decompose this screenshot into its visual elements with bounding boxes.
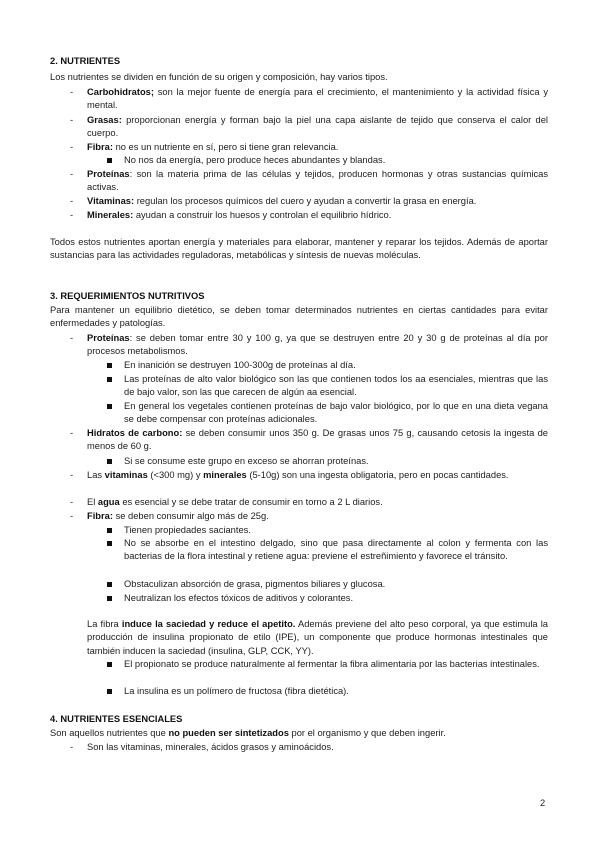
list-item: Fibra: se deben consumir algo más de 25g.: [87, 511, 269, 521]
bullet-square-icon: [107, 541, 112, 546]
section-3-intro: Para mantener un equilibrio dietético, se deben tomar determinados nutrientes en ciertas cantidades para evitar enfermedades y patologías.: [50, 305, 548, 329]
bullet-square-icon: [107, 689, 112, 694]
list-item: El agua es esencial y se debe tratar de consumir en torno a 2 L diarios.: [87, 497, 383, 507]
bullet-square-icon: [107, 662, 112, 667]
section-2-intro: Los nutrientes se dividen en función de su origen y composición, hay varios tipos.: [50, 72, 388, 82]
sub-list-item: Las proteínas de alto valor biológico son las que contienen todos los aa esenciales, mientras que las de bajo valor, son las que carecen de algún aa esencial.: [124, 374, 548, 398]
sub-list-item: Si se consume este grupo en exceso se ahorran proteínas.: [124, 456, 369, 466]
fibra-paragraph: La fibra induce la saciedad y reduce el apetito. Además previene del alto peso corporal, ya que estimula la producción de insulina propionato de etilo (IPE), un componente que produce hormonas intestinales que también inducen la saciedad (insulina, GLP, CCK, YY).: [87, 619, 548, 656]
list-item: Son las vitaminas, minerales, ácidos grasos y aminoácidos.: [87, 742, 334, 752]
section-4-heading: 4. NUTRIENTES ESENCIALES: [50, 714, 183, 724]
bullet-square-icon: [107, 528, 112, 533]
list-item: Proteínas: son la materia prima de las células y tejidos, producen hormonas y otras sustancias químicas activas.: [87, 169, 548, 193]
bullet-square-icon: [107, 596, 112, 601]
page-number: 2: [540, 798, 546, 808]
list-item: Minerales: ayudan a construir los huesos y controlan el equilibrio hídrico.: [87, 210, 392, 220]
section-4-intro: Son aquellos nutrientes que no pueden ser sintetizados por el organismo y que deben ingerir.: [50, 728, 446, 738]
sub-list-item: Obstaculizan absorción de grasa, pigmentos biliares y glucosa.: [124, 579, 386, 589]
sub-list-item: Tienen propiedades saciantes.: [124, 525, 251, 535]
sub-list-item: En inanición se destruyen 100-300g de proteínas al día.: [124, 360, 356, 370]
bullet-square-icon: [107, 363, 112, 368]
sub-list-item: El propionato se produce naturalmente al fermentar la fibra alimentaria por las bacterias intestinales.: [124, 659, 540, 669]
bullet-square-icon: [107, 377, 112, 382]
sub-list-item: No nos da energía, pero produce heces abundantes y blandas.: [124, 155, 386, 165]
sub-list-item: La insulina es un polímero de fructosa (fibra dietética).: [124, 686, 349, 696]
list-item: Proteínas: se deben tomar entre 30 y 100 g, ya que se destruyen entre 20 y 30 g de proteínas al día por procesos metabolismos.: [87, 333, 548, 357]
document-page: 2. NUTRIENTES Los nutrientes se dividen en función de su origen y composición, hay varios tipos. - Carbohidratos; son la mejor fuente de energía para el crecimiento, el mantenimiento y la actividad física y mental. - Grasas: proporcionan energía y forman bajo la piel una capa aislante de tejido que conserva el calor del cuerpo. - Fibra: no es un nutriente en sí, pero si tiene gran relevancia. No nos da energía, pero produce heces abundantes y blandas. - Proteínas: son la materia prima de las células y tejidos, producen hormonas y otras sustancias químicas activas. - Vitaminas: regulan los procesos químicos del cuero y ayudan a convertir la grasa en energía. - Minerales: ayudan a construir los huesos y controlan el equilibrio hídrico. Todos estos nutrientes aportan energía y materiales para elaborar, mantener y reparar los tejidos. Además de aportar sustancias para las actividades reguladoras, metabólicas y síntesis de nuevas moléculas. 3. REQUERIMIENTOS NUTRITIVOS Para mantener un equilibrio dietético, se deben tomar determinados nutrientes en ciertas cantidades para evitar enfermedades y patologías. - Proteínas: se deben tomar entre 30 y 100 g, ya que se destruyen entre 20 y 30 g de proteínas al día por procesos metabolismos. En inanición se destruyen 100-300g de proteínas al día. Las proteínas de alto valor biológico son las que contienen todos los aa esenciales, mientras que las de bajo valor, son las que carecen de algún aa esencial. En general los vegetales contienen proteínas de bajo valor biológico, por lo que en una dieta vegana se debe compensar con proteínas adicionales. - Hidratos de carbono: se deben consumir unos 350 g. De grasas unos 75 g, causando cetosis la ingesta de menos de 60 g. Si se consume este grupo en exceso se ahorran proteínas. - Las vitaminas (<300 mg) y minerales (5-10g) son una ingesta obligatoria, pero en pocas cantidades. - El agua es esencial y se debe tratar de consumir en torno a 2 L diarios. - Fibra: se deben consumir algo más de 25g. Tienen propiedades saciantes. No se absorbe en el intestino delgado, sino que pasa directamente al colon y fermenta con las bacterias de la flora intestinal y retiene agua: previene el estreñimiento y favorece el tránsito. Obstaculizan absorción de grasa, pigmentos biliares y glucosa. Neutralizan los efectos tóxicos de aditivos y colorantes. La fibra induce la saciedad y reduce el apetito. Además previene del alto peso corporal, ya que estimula la producción de insulina propionato de etilo (IPE), un componente que produce hormonas intestinales que también inducen la saciedad (insulina, GLP, CCK, YY). El propionato se produce naturalmente al fermentar la fibra alimentaria por las bacterias intestinales. La insulina es un polímero de fructosa (fibra dietética). 4. NUTRIENTES ESENCIALES Son aquellos nutrientes que no pueden ser sintetizados por el organismo y que deben ingerir. - Son las vitaminas, minerales, ácidos grasos y aminoácidos. 2: [0, 0, 600, 848]
list-item: Carbohidratos; son la mejor fuente de energía para el crecimiento, el mantenimiento y la actividad física y mental.: [87, 87, 548, 111]
bullet-square-icon: [107, 404, 112, 409]
sub-list-item: No se absorbe en el intestino delgado, sino que pasa directamente al colon y fermenta con las bacterias de la flora intestinal y retiene agua: previene el estreñimiento y favorece el tránsito.: [124, 538, 548, 562]
bullet-square-icon: [107, 459, 112, 464]
list-item: Las vitaminas (<300 mg) y minerales (5-10g) son una ingesta obligatoria, pero en pocas cantidades.: [87, 470, 509, 480]
sub-list-item: En general los vegetales contienen proteínas de bajo valor biológico, por lo que en una dieta vegana se debe compensar con proteínas adicionales.: [124, 401, 548, 425]
sub-list-item: Neutralizan los efectos tóxicos de aditivos y colorantes.: [124, 593, 354, 603]
list-item: Fibra: no es un nutriente en sí, pero si tiene gran relevancia.: [87, 142, 339, 152]
section-2-heading: 2. NUTRIENTES: [50, 56, 121, 66]
list-item: Grasas: proporcionan energía y forman bajo la piel una capa aislante de tejido que conserva el calor del cuerpo.: [87, 115, 548, 139]
bullet-square-icon: [107, 158, 112, 163]
section-3-heading: 3. REQUERIMIENTOS NUTRITIVOS: [50, 291, 205, 301]
bullet-square-icon: [107, 582, 112, 587]
section-2-outro: Todos estos nutrientes aportan energía y materiales para elaborar, mantener y reparar los tejidos. Además de aportar sustancias para las actividades reguladoras, metabólicas y síntesis de nuevas moléculas.: [50, 237, 548, 261]
list-item: Hidratos de carbono: se deben consumir unos 350 g. De grasas unos 75 g, causando cetosis la ingesta de menos de 60 g.: [87, 428, 548, 452]
list-item: Vitaminas: regulan los procesos químicos del cuero y ayudan a convertir la grasa en energía.: [87, 196, 477, 206]
